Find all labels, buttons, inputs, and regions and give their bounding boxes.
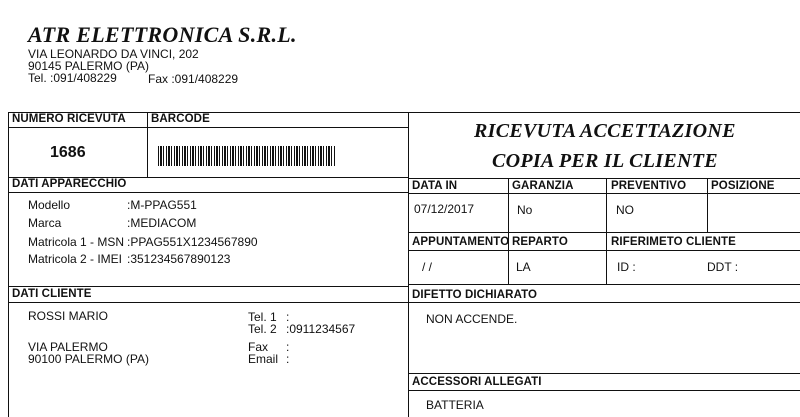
tel2-value: :0911234567 — [286, 322, 356, 336]
customer-street: VIA PALERMO — [28, 340, 108, 354]
company-city: 90145 PALERMO (PA) — [28, 59, 149, 73]
device-label: Matricola 1 - MSN — [28, 235, 125, 249]
data-in-value: 07/12/2017 — [414, 202, 475, 216]
accessories-text: BATTERIA — [426, 398, 484, 412]
title-line-1: RICEVUTA ACCETTAZIONE — [474, 120, 736, 142]
receipt-number-header: NUMERO RICEVUTA — [12, 113, 126, 125]
defect-header: DIFETTO DICHIARATO — [412, 289, 538, 301]
company-fax: Fax :091/408229 — [148, 72, 239, 86]
company-name: ATR ELETTRONICA S.R.L. — [28, 22, 297, 47]
data-in-header: DATA IN — [412, 180, 458, 192]
email-label: Email — [248, 352, 279, 366]
reparto-value: LA — [516, 260, 531, 274]
tel1-label: Tel. 1 — [248, 310, 277, 324]
device-label: Modello — [28, 198, 71, 212]
preventivo-value: NO — [616, 203, 634, 217]
customer-city: 90100 PALERMO (PA) — [28, 352, 149, 366]
reparto-header: REPARTO — [512, 236, 568, 248]
device-label: Marca — [28, 216, 62, 230]
barcode — [158, 146, 335, 166]
appuntamento-value: / / — [422, 260, 433, 274]
preventivo-header: PREVENTIVO — [611, 180, 687, 192]
device-value: :MEDIACOM — [127, 216, 197, 230]
company-tel: Tel. :091/408229 — [28, 71, 117, 85]
customer-name: ROSSI MARIO — [28, 309, 109, 323]
fax-value: : — [286, 340, 290, 354]
defect-text: NON ACCENDE. — [426, 312, 518, 326]
accessories-header: ACCESSORI ALLEGATI — [412, 376, 542, 388]
id-label: ID : — [617, 260, 636, 274]
barcode-header: BARCODE — [151, 113, 210, 125]
tel1-value: : — [286, 310, 290, 324]
device-value: :351234567890123 — [127, 252, 231, 266]
tel2-label: Tel. 2 — [248, 322, 277, 336]
customer-header: DATI CLIENTE — [12, 288, 92, 300]
fax-label: Fax — [248, 340, 269, 354]
riferimento-header: RIFERIMETO CLIENTE — [611, 236, 736, 248]
title-line-2: COPIA PER IL CLIENTE — [492, 150, 718, 172]
appuntamento-header: APPUNTAMENTO — [412, 236, 510, 248]
receipt-number: 1686 — [50, 144, 86, 161]
garanzia-header: GARANZIA — [512, 180, 574, 192]
device-header: DATI APPARECCHIO — [12, 178, 127, 190]
device-value: :PPAG551X1234567890 — [127, 235, 258, 249]
device-value: :M-PPAG551 — [127, 198, 197, 212]
device-label: Matricola 2 - IMEI — [28, 252, 123, 266]
company-address: VIA LEONARDO DA VINCI, 202 — [28, 47, 199, 61]
posizione-header: POSIZIONE — [711, 180, 775, 192]
garanzia-value: No — [517, 203, 533, 217]
ddt-label: DDT : — [707, 260, 739, 274]
email-value: : — [286, 352, 290, 366]
